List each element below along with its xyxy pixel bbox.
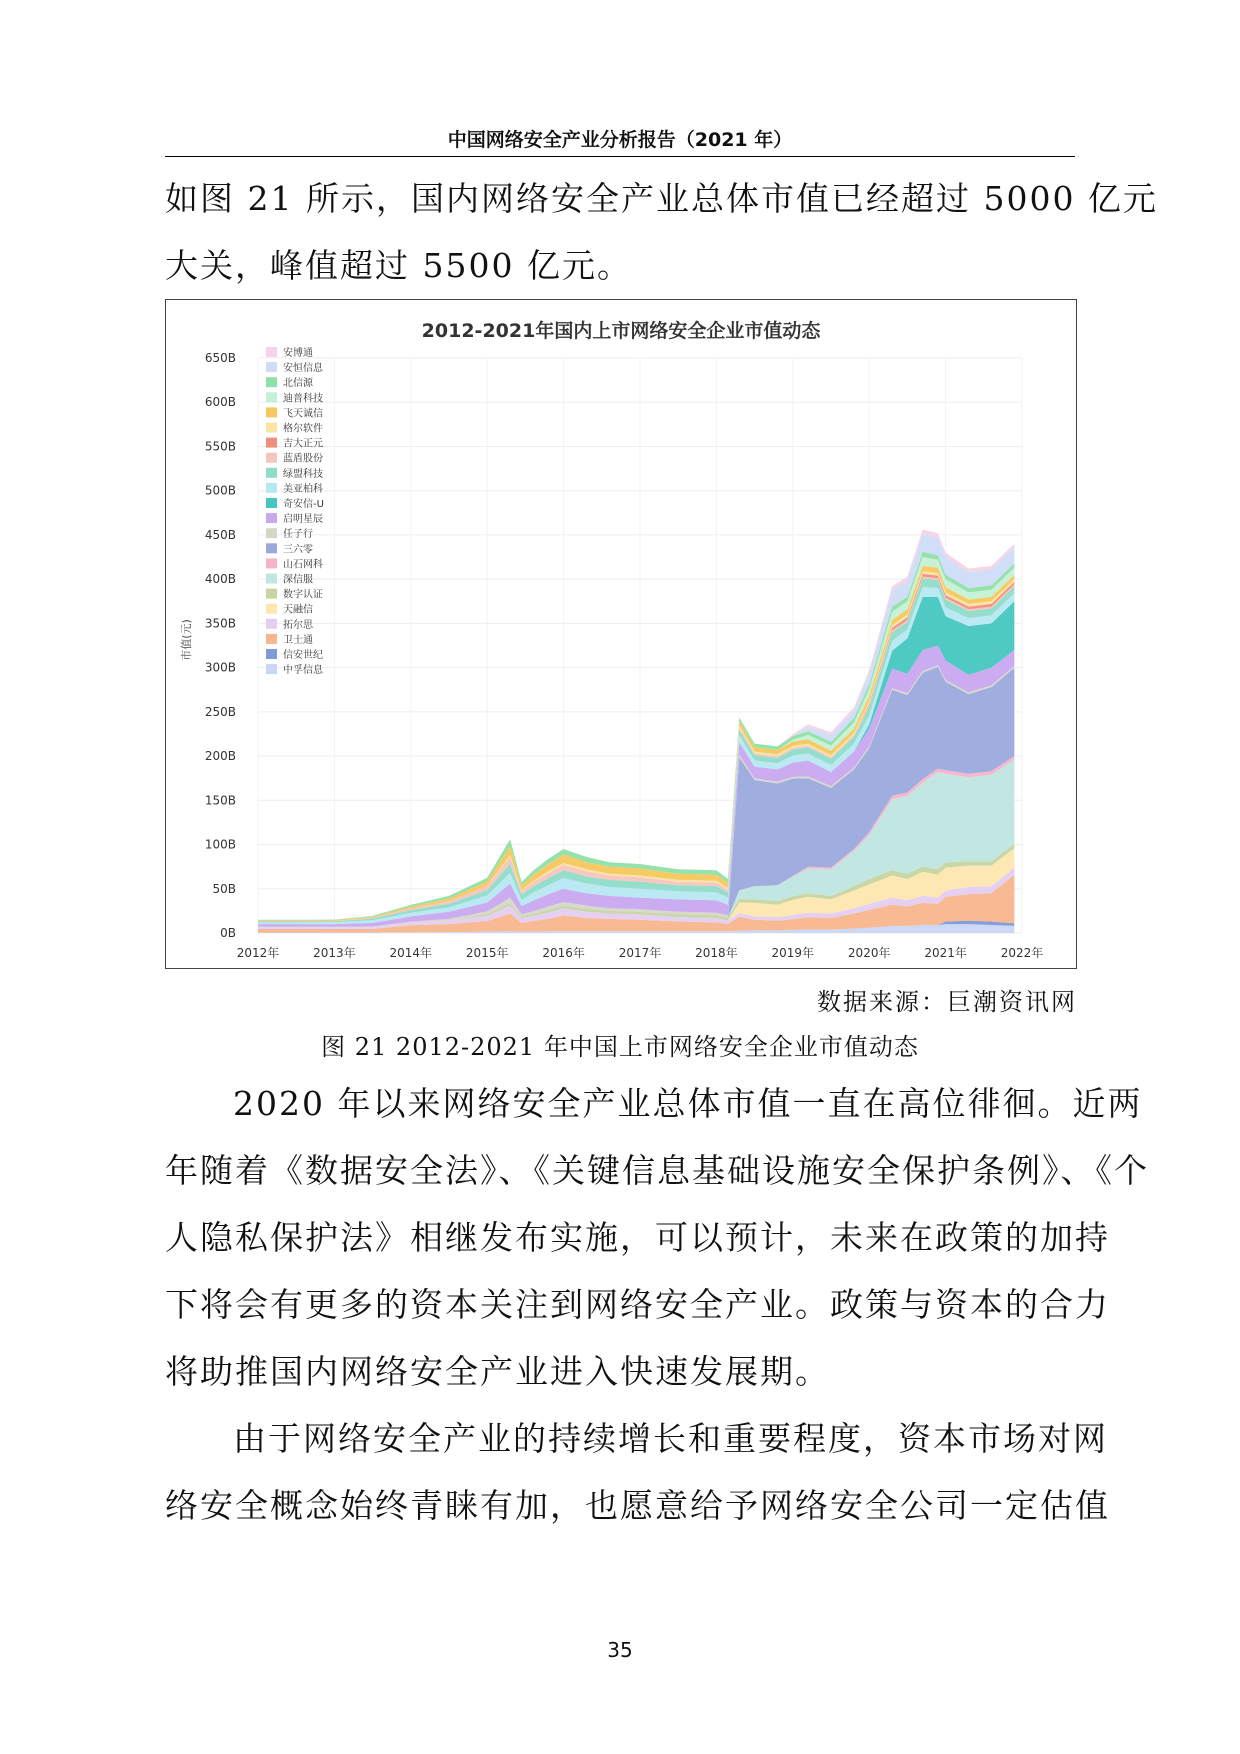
chart-title: 2012-2021年国内上市网络安全企业市值动态 [421,320,821,342]
legend-item: 美亚柏科 [283,483,323,495]
y-tick-label: 350B [204,616,236,631]
intro-paragraph [165,165,1158,299]
y-axis [205,351,236,940]
legend-item: 数字认证 [283,589,323,601]
y-tick-label: 550B [204,439,236,454]
x-tick-label: 2021年 [924,946,967,960]
y-tick-label: 50B [212,881,236,896]
page-number: 35 [607,1638,633,1662]
body-line: 2020 年以来网络安全产业总体市值一直在高位徘徊。近两 [233,1084,1143,1123]
x-tick-label: 2017年 [618,946,662,960]
x-tick-label: 2016年 [542,946,585,960]
legend-item: 三六零 [283,544,313,556]
legend-swatch [266,604,277,614]
y-tick-label: 0B [220,926,236,940]
x-tick-label: 2018年 [695,946,738,960]
legend-swatch [266,453,277,463]
legend-item: 格尔软件 [283,423,323,435]
legend-item: 卫士通 [283,634,313,646]
legend-swatch [266,483,277,493]
legend-item: 安恒信息 [283,363,323,375]
legend-item: 中孚信息 [283,665,323,677]
legend-item: 北信源 [283,378,313,390]
chart-legend [266,346,324,676]
legend-item: 任子行 [283,529,313,541]
legend-swatch [266,347,277,357]
figure-caption: 图 21 2012-2021 年中国上市网络安全企业市值动态 [321,1033,919,1061]
legend-swatch [266,377,277,387]
legend-item: 深信服 [283,574,313,586]
y-tick-label: 400B [204,572,236,587]
x-tick-label: 2013年 [313,946,356,960]
y-axis-label: 市值(元) [180,619,193,661]
legend-item: 蓝盾股份 [283,453,323,465]
legend-item: 安博通 [283,348,313,359]
intro-line: 大关，峰值超过 5500 亿元。 [165,246,632,285]
legend-swatch [266,407,277,417]
legend-item: 飞天诚信 [283,408,323,420]
legend-swatch [266,664,277,674]
header-rule [165,156,1075,157]
chart-areas [258,530,1014,933]
legend-item: 绿盟科技 [283,468,323,480]
running-header: 中国网络安全产业分析报告（2021 年） [447,129,793,151]
intro-line: 如图 21 所示，国内网络安全产业总体市值已经超过 5000 亿元 [165,179,1158,218]
legend-swatch [266,528,277,538]
x-tick-label: 2014年 [389,946,433,960]
chart-figure [165,299,1077,969]
x-tick-label: 2020年 [847,946,891,960]
x-axis [237,945,1044,960]
legend-swatch [266,558,277,568]
legend-item: 拓尔思 [283,619,313,631]
legend-item: 启明星辰 [283,514,323,526]
y-tick-label: 450B [204,527,236,542]
body-line: 下将会有更多的资本关注到网络安全产业。政策与资本的合力 [165,1285,1110,1324]
y-tick-label: 650B [204,351,236,365]
body-line: 将助推国内网络安全产业进入快速发展期。 [165,1352,830,1391]
legend-swatch [266,543,277,553]
y-tick-label: 150B [204,793,236,808]
figure-source: 数据来源：巨潮资讯网 [817,988,1077,1016]
legend-swatch [266,468,277,478]
x-tick-label: 2012年 [236,946,280,960]
x-tick-label: 2019年 [771,946,815,960]
legend-item: 山石网科 [283,559,323,571]
body-line: 人隐私保护法》相继发布实施，可以预计，未来在政策的加持 [165,1218,1110,1257]
stacked-area-chart [166,300,1075,967]
body-line: 络安全概念始终青睐有加，也愿意给予网络安全公司一定估值 [165,1486,1110,1525]
body-line: 年随着《数据安全法》、《关键信息基础设施安全保护条例》、《个 [165,1151,1149,1190]
y-tick-label: 500B [204,483,236,498]
y-tick-label: 600B [204,395,236,410]
legend-swatch [266,498,277,508]
y-tick-label: 200B [204,749,236,764]
x-tick-label: 2022年 [1000,946,1044,960]
legend-item: 迪普科技 [283,393,323,405]
y-tick-label: 300B [204,660,236,675]
legend-swatch [266,423,277,433]
legend-swatch [266,513,277,523]
body-paragraph-2 [165,1405,1110,1539]
y-tick-label: 100B [204,837,236,852]
legend-swatch [266,649,277,659]
legend-swatch [266,619,277,629]
body-line: 由于网络安全产业的持续增长和重要程度，资本市场对网 [233,1419,1108,1458]
legend-item: 吉大正元 [283,438,323,450]
x-tick-label: 2015年 [465,946,509,960]
legend-swatch [266,634,277,644]
body-paragraph-1 [165,1070,1149,1405]
legend-item: 信安世纪 [283,650,323,661]
legend-swatch [266,574,277,584]
legend-item: 奇安信-U [283,499,324,510]
legend-swatch [266,438,277,448]
legend-swatch [266,362,277,372]
y-tick-label: 250B [204,704,236,719]
legend-swatch [266,392,277,402]
legend-item: 天融信 [283,604,313,616]
legend-swatch [266,589,277,599]
